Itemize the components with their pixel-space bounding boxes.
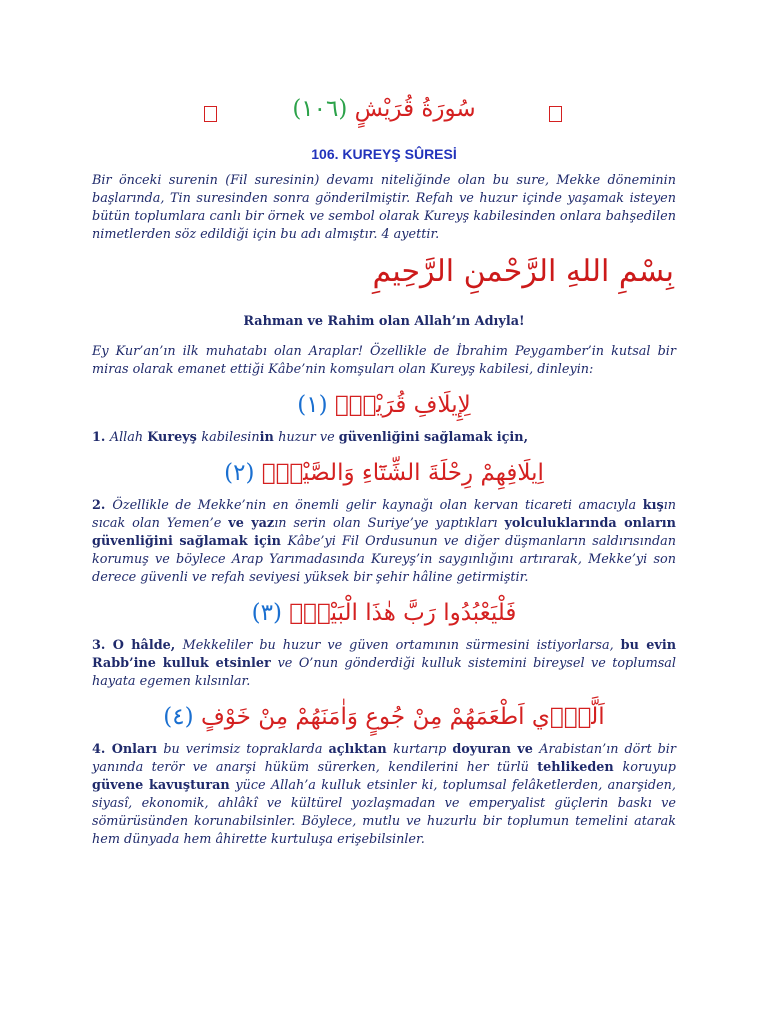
page-title: 106. KUREYŞ SÛRESİ: [311, 146, 457, 162]
ayah-text: لِإِيلَافِ قُرَيْشٍۙ: [334, 392, 471, 418]
translation-segment: yolculuklarında onların güvenliğini sağlamak için: [92, 516, 676, 549]
basmala-block: [92, 254, 676, 314]
translation-segment: Mekkeliler bu huzur ve güven ortamının sürmesini istiyorlarsa,: [182, 638, 621, 653]
ayah-translation: [92, 429, 676, 447]
prelude-paragraph: Ey Kur’an’ın ilk muhatabı olan Araplar! Özellikle de İbrahim Peygamber’in kutsal bir miras olarak emanet ettiği Kâbe’nin komşuları olan Kureyş kabilesi, dinleyin:: [92, 344, 676, 377]
page: [92, 90, 676, 849]
translation-segment: bu verimsiz topraklarda: [163, 742, 329, 757]
ayah-text: اِيلَافِهِمْ رِحْلَةَ الشِّتَٓاءِ وَالصَّيْفِۚ: [261, 460, 544, 486]
surah-arabic-title: [92, 96, 676, 122]
ayah-number: (١): [297, 392, 328, 418]
translation-segment: 1.: [92, 430, 110, 445]
intro-paragraph: Bir önceki surenin (Fil suresinin) devamı niteliğinde olan bu sure, Mekke döneminin başlarında, Tin suresinden sonra gönderilmiştir. Refah ve huzur içinde yaşamak isteyen bütün toplumlara canlı bir örnek ve sembol olarak Kureyş kabilesinden onlara bahşedilen nimetlerden söz edildiği için bu adı almıştır. 4 ayettir.: [92, 173, 676, 242]
ayah-translation: [92, 741, 676, 849]
surah-arabic-name: سُورَةُ قُرَيْشٍ: [354, 96, 476, 122]
translation-segment: tehlikeden: [537, 760, 623, 775]
translation-segment: bu evin Rabb’ine kulluk etsinler: [92, 638, 677, 671]
ayah-number: (٣): [251, 600, 282, 626]
translation-segment: ın sıcak olan Yemen’e: [92, 498, 676, 531]
ayah-arabic: [92, 389, 676, 421]
translation-segment: doyuran ve: [452, 742, 540, 757]
translation-segment: güvenliğini sağlamak için,: [338, 430, 529, 445]
ayah-number: (٢): [224, 460, 255, 486]
ayah-arabic: [92, 457, 676, 489]
ayah-text: اَلَّذ۪ٓي اَطْعَمَهُمْ مِنْ جُوعٍ وَاٰمَنَهُمْ مِنْ خَوْفٍ: [200, 704, 605, 730]
ayah-translation: [92, 637, 676, 691]
translation-segment: ve yaz: [228, 516, 275, 531]
ayah-2: [92, 457, 676, 587]
translation-segment: Özellikle de Mekke’nin en önemli gelir kaynağı olan kervan ticareti amacıyla: [112, 498, 643, 513]
translation-segment: huzur ve: [278, 430, 339, 445]
translation-segment: in: [259, 430, 279, 445]
translation-segment: 2.: [92, 498, 113, 513]
ayah-1: [92, 389, 676, 447]
translation-segment: kabilesin: [201, 430, 260, 445]
translation-segment: 4. Onları: [92, 742, 164, 757]
translation-segment: 3. O hâlde,: [92, 638, 183, 653]
translation-segment: yüce Allah’a kulluk etsinler ki, toplumsal felâketlerden, anarşiden, siyasî, ekonomik, ahlâkî ve kültürel yozlaşmadan ve emperyalist güçlerin baskı ve sömürüsünden korunabilsinler. Böylece, mutlu ve huzurlu bir toplumun temelini atarak hem dünyada hem âhirette kurtuluşa erişebilsinler.: [92, 778, 676, 847]
translation-segment: kış: [642, 498, 664, 513]
ayah-text: فَلْيَعْبُدُوا رَبَّ هٰذَا الْبَيْتِۙ: [289, 600, 517, 626]
translation-segment: güvene kavuşturan: [92, 778, 236, 793]
surah-header: [92, 90, 676, 138]
translation-segment: koruyup: [622, 760, 676, 775]
translation-segment: Kureyş: [147, 430, 202, 445]
surah-number: (١٠٦): [292, 96, 348, 122]
basmala-calligraphy: بِسْمِ اللهِ الرَّحْمنِ الرَّحِيمِ: [372, 254, 674, 289]
basmala-translation: Rahman ve Rahim olan Allah’ın Adıyla!: [243, 314, 525, 329]
ayah-translation: [92, 497, 676, 587]
ayah-arabic: [92, 701, 676, 733]
translation-segment: Allah: [109, 430, 148, 445]
translation-segment: kurtarıp: [393, 742, 453, 757]
ayah-4: [92, 701, 676, 849]
translation-segment: ın serin olan Suriye’ye yaptıkları: [274, 516, 505, 531]
translation-segment: Arabistan’ın dört bir yanında terör ve anarşi hüküm sürerken, kendilerini her türlü: [92, 742, 677, 775]
translation-segment: açlıktan: [328, 742, 394, 757]
ayah-3: [92, 597, 676, 691]
translation-segment: Kâbe’yi Fil Ordusunun ve diğer düşmanların saldırısından korumuş ve böylece Arap Yarımadasında Kureyş’in saygınlığını artırarak, Mekke’yi son derece güvenli ve refah seviyesi yüksek bir şehir hâline getirmiştir.: [92, 534, 677, 585]
translation-segment: ve O’nun gönderdiği kulluk sistemini bireysel ve toplumsal hayata egemen kılsınlar.: [92, 656, 676, 689]
ornament-box-right: [549, 106, 562, 122]
ayah-number: (٤): [163, 704, 194, 730]
ayah-arabic: [92, 597, 676, 629]
